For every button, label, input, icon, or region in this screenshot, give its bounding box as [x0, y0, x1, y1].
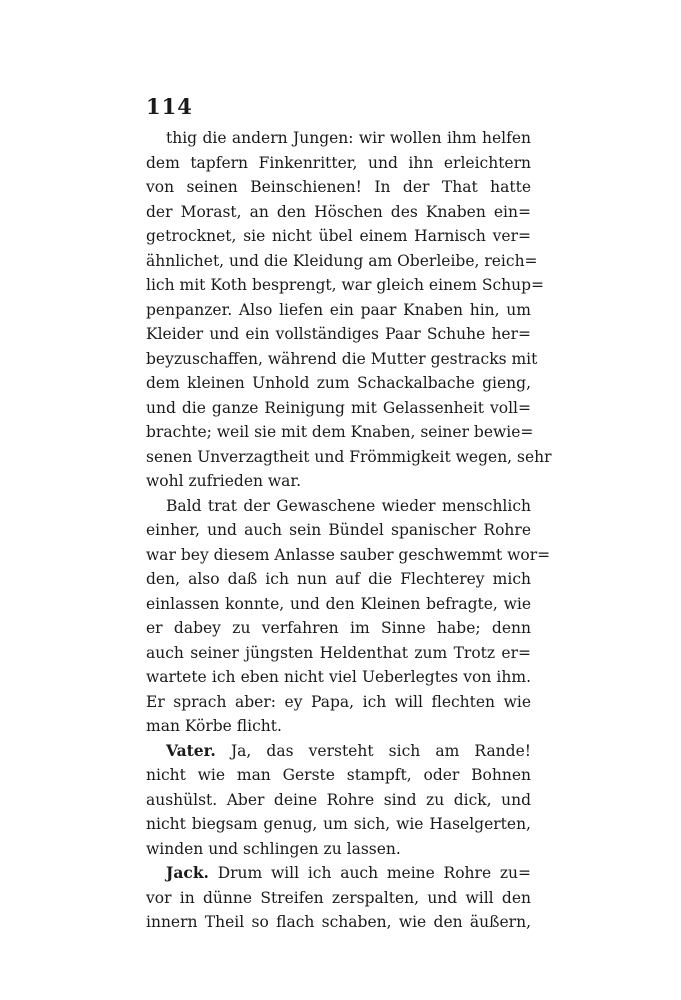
text-line — [146, 126, 531, 151]
text-line — [146, 518, 531, 543]
line-text: beyzuschaffen, während die Mutter gestracks mit — [146, 349, 538, 368]
text-line — [146, 567, 531, 592]
text-line — [146, 445, 552, 470]
text-line — [146, 224, 531, 249]
line-text: einher, und auch sein Bündel spanischer Rohre — [146, 521, 531, 539]
text-line — [146, 739, 531, 764]
paragraph — [146, 861, 531, 935]
line-text: vor in dünne Streifen zerspalten, und will den — [146, 888, 531, 907]
line-text: den, also daß ich nun auf die Flechterey mich — [146, 570, 531, 588]
text-line — [146, 322, 531, 347]
line-text: brachte; weil sie mit dem Knaben, seiner bewie= — [146, 423, 534, 441]
line-text: war bey diesem Anlasse sauber geschwemmt wor= — [146, 545, 551, 564]
text-line — [146, 543, 551, 568]
line-text: wartete ich eben nicht viel Ueberlegtes von ihm. — [146, 668, 531, 686]
line-text: man Körbe flicht. — [146, 717, 282, 735]
body-text — [146, 126, 552, 935]
line-text: senen Unverzagtheit und Frömmigkeit wegen, sehr — [146, 447, 552, 466]
line-text: nicht biegsam genug, um sich, wie Haselgerten, — [146, 815, 531, 833]
text-line — [146, 347, 538, 372]
text-line — [146, 665, 531, 690]
line-text: Drum will ich auch meine Rohre zu= — [217, 864, 531, 882]
text-line — [146, 690, 531, 715]
text-line — [146, 273, 545, 298]
page-number: 114 — [146, 94, 193, 119]
text-line — [146, 641, 531, 666]
text-line — [146, 249, 538, 274]
text-line — [146, 714, 531, 739]
text-line — [146, 910, 531, 935]
line-text: dem tapfern Finkenritter, und ihn erleichtern — [146, 153, 531, 172]
text-line — [146, 837, 531, 862]
text-line — [146, 371, 531, 396]
text-line — [146, 886, 531, 911]
line-text: von seinen Beinschienen! In der That hatte — [146, 178, 531, 196]
text-line — [146, 396, 531, 421]
line-text: aushülst. Aber deine Rohre sind zu dick, und — [146, 790, 531, 809]
text-line — [146, 788, 531, 813]
line-text: wohl zufrieden war. — [146, 472, 302, 490]
line-text: Ja, das versteht sich am Rande! — [230, 741, 531, 760]
line-text: getrocknet, sie nicht übel einem Harnisch ver= — [146, 227, 531, 245]
text-line — [146, 200, 531, 225]
text-line — [146, 812, 531, 837]
text-line — [146, 420, 534, 445]
text-line — [146, 494, 531, 519]
line-text: einlassen konnte, und den Kleinen befragte, wie — [146, 594, 531, 613]
text-line — [146, 175, 531, 200]
line-text: thig die andern Jungen: wir wollen ihm helfen — [166, 129, 531, 147]
text-line — [146, 151, 531, 176]
line-text: dem kleinen Unhold zum Schackalbache gieng, — [146, 374, 531, 392]
speaker-label: Jack. — [166, 863, 209, 882]
text-line — [146, 861, 531, 886]
line-text: der Morast, an den Höschen des Knaben ein= — [146, 202, 531, 221]
paragraph — [146, 739, 531, 862]
paragraph — [146, 126, 552, 494]
text-line — [146, 298, 531, 323]
line-text: winden und schlingen zu lassen. — [146, 839, 401, 858]
line-text: nicht wie man Gerste stampft, oder Bohnen — [146, 766, 531, 784]
text-line — [146, 763, 531, 788]
line-text: lich mit Koth besprengt, war gleich einem Schup= — [146, 276, 545, 294]
line-text: Bald trat der Gewaschene wieder menschlich — [166, 496, 531, 515]
line-text: auch seiner jüngsten Heldenthat zum Trotz er= — [146, 643, 531, 662]
line-text: innern Theil so flach schaben, wie den äußern, — [146, 913, 531, 931]
line-text: ähnlichet, und die Kleidung am Oberleibe, reich= — [146, 251, 538, 270]
line-text: Kleider und ein vollständiges Paar Schuhe her= — [146, 325, 531, 343]
line-text: Er sprach aber: ey Papa, ich will flechten wie — [146, 692, 531, 711]
text-line — [146, 469, 531, 494]
line-text: penpanzer. Also liefen ein paar Knaben hin, um — [146, 300, 531, 319]
text-line — [146, 592, 531, 617]
paragraph — [146, 494, 551, 739]
speaker-label: Vater. — [166, 740, 216, 760]
line-text: er dabey zu verfahren im Sinne habe; denn — [146, 619, 531, 637]
line-text: und die ganze Reinigung mit Gelassenheit voll= — [146, 398, 531, 417]
text-line — [146, 616, 531, 641]
